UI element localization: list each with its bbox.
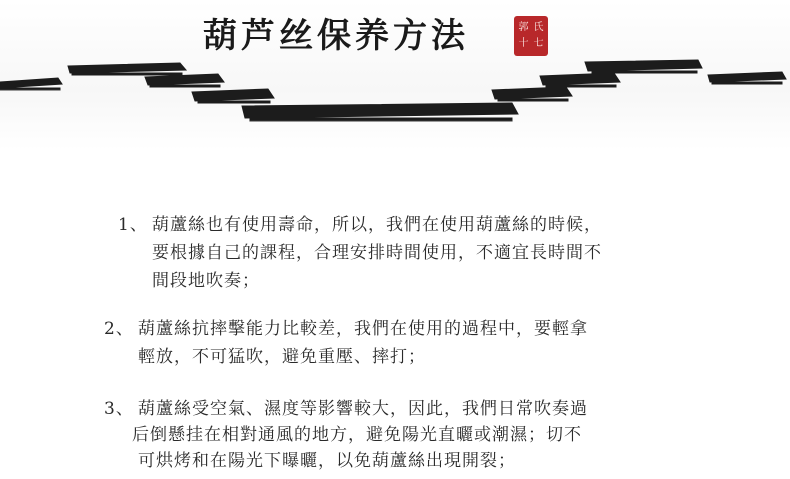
item-line: 可烘烤和在陽光下曝曬，以免葫蘆絲出現開裂；	[138, 451, 516, 471]
page-title: 葫芦丝保养方法	[203, 16, 469, 56]
item-line: 輕放，不可猛吹，避免重壓、摔打；	[138, 347, 426, 367]
item-number: 1、	[118, 215, 148, 235]
item-line: 要根據自己的課程，合理安排時間使用，不適宜長時間不	[152, 243, 602, 263]
item-line: 葫蘆絲受空氣、濕度等影響較大，因此，我們日常吹奏過	[138, 399, 588, 419]
item-line: 后倒懸挂在相對通風的地方，避免陽光直曬或潮濕；切不	[132, 425, 582, 445]
seal-char: 七	[533, 38, 544, 49]
seal-char: 郭	[518, 22, 529, 33]
seal-char: 十	[518, 38, 529, 49]
item-number: 2、	[104, 319, 134, 339]
seal-char: 氏	[533, 22, 544, 33]
item-line: 葫蘆絲也有使用壽命，所以，我們在使用葫蘆絲的時候，	[152, 215, 602, 235]
red-seal-stamp	[514, 16, 548, 56]
header-banner	[0, 0, 790, 150]
item-number: 3、	[104, 399, 134, 419]
item-line: 間段地吹奏；	[152, 271, 260, 291]
item-line: 葫蘆絲抗摔擊能力比較差，我們在使用的過程中，要輕拿	[138, 319, 588, 339]
